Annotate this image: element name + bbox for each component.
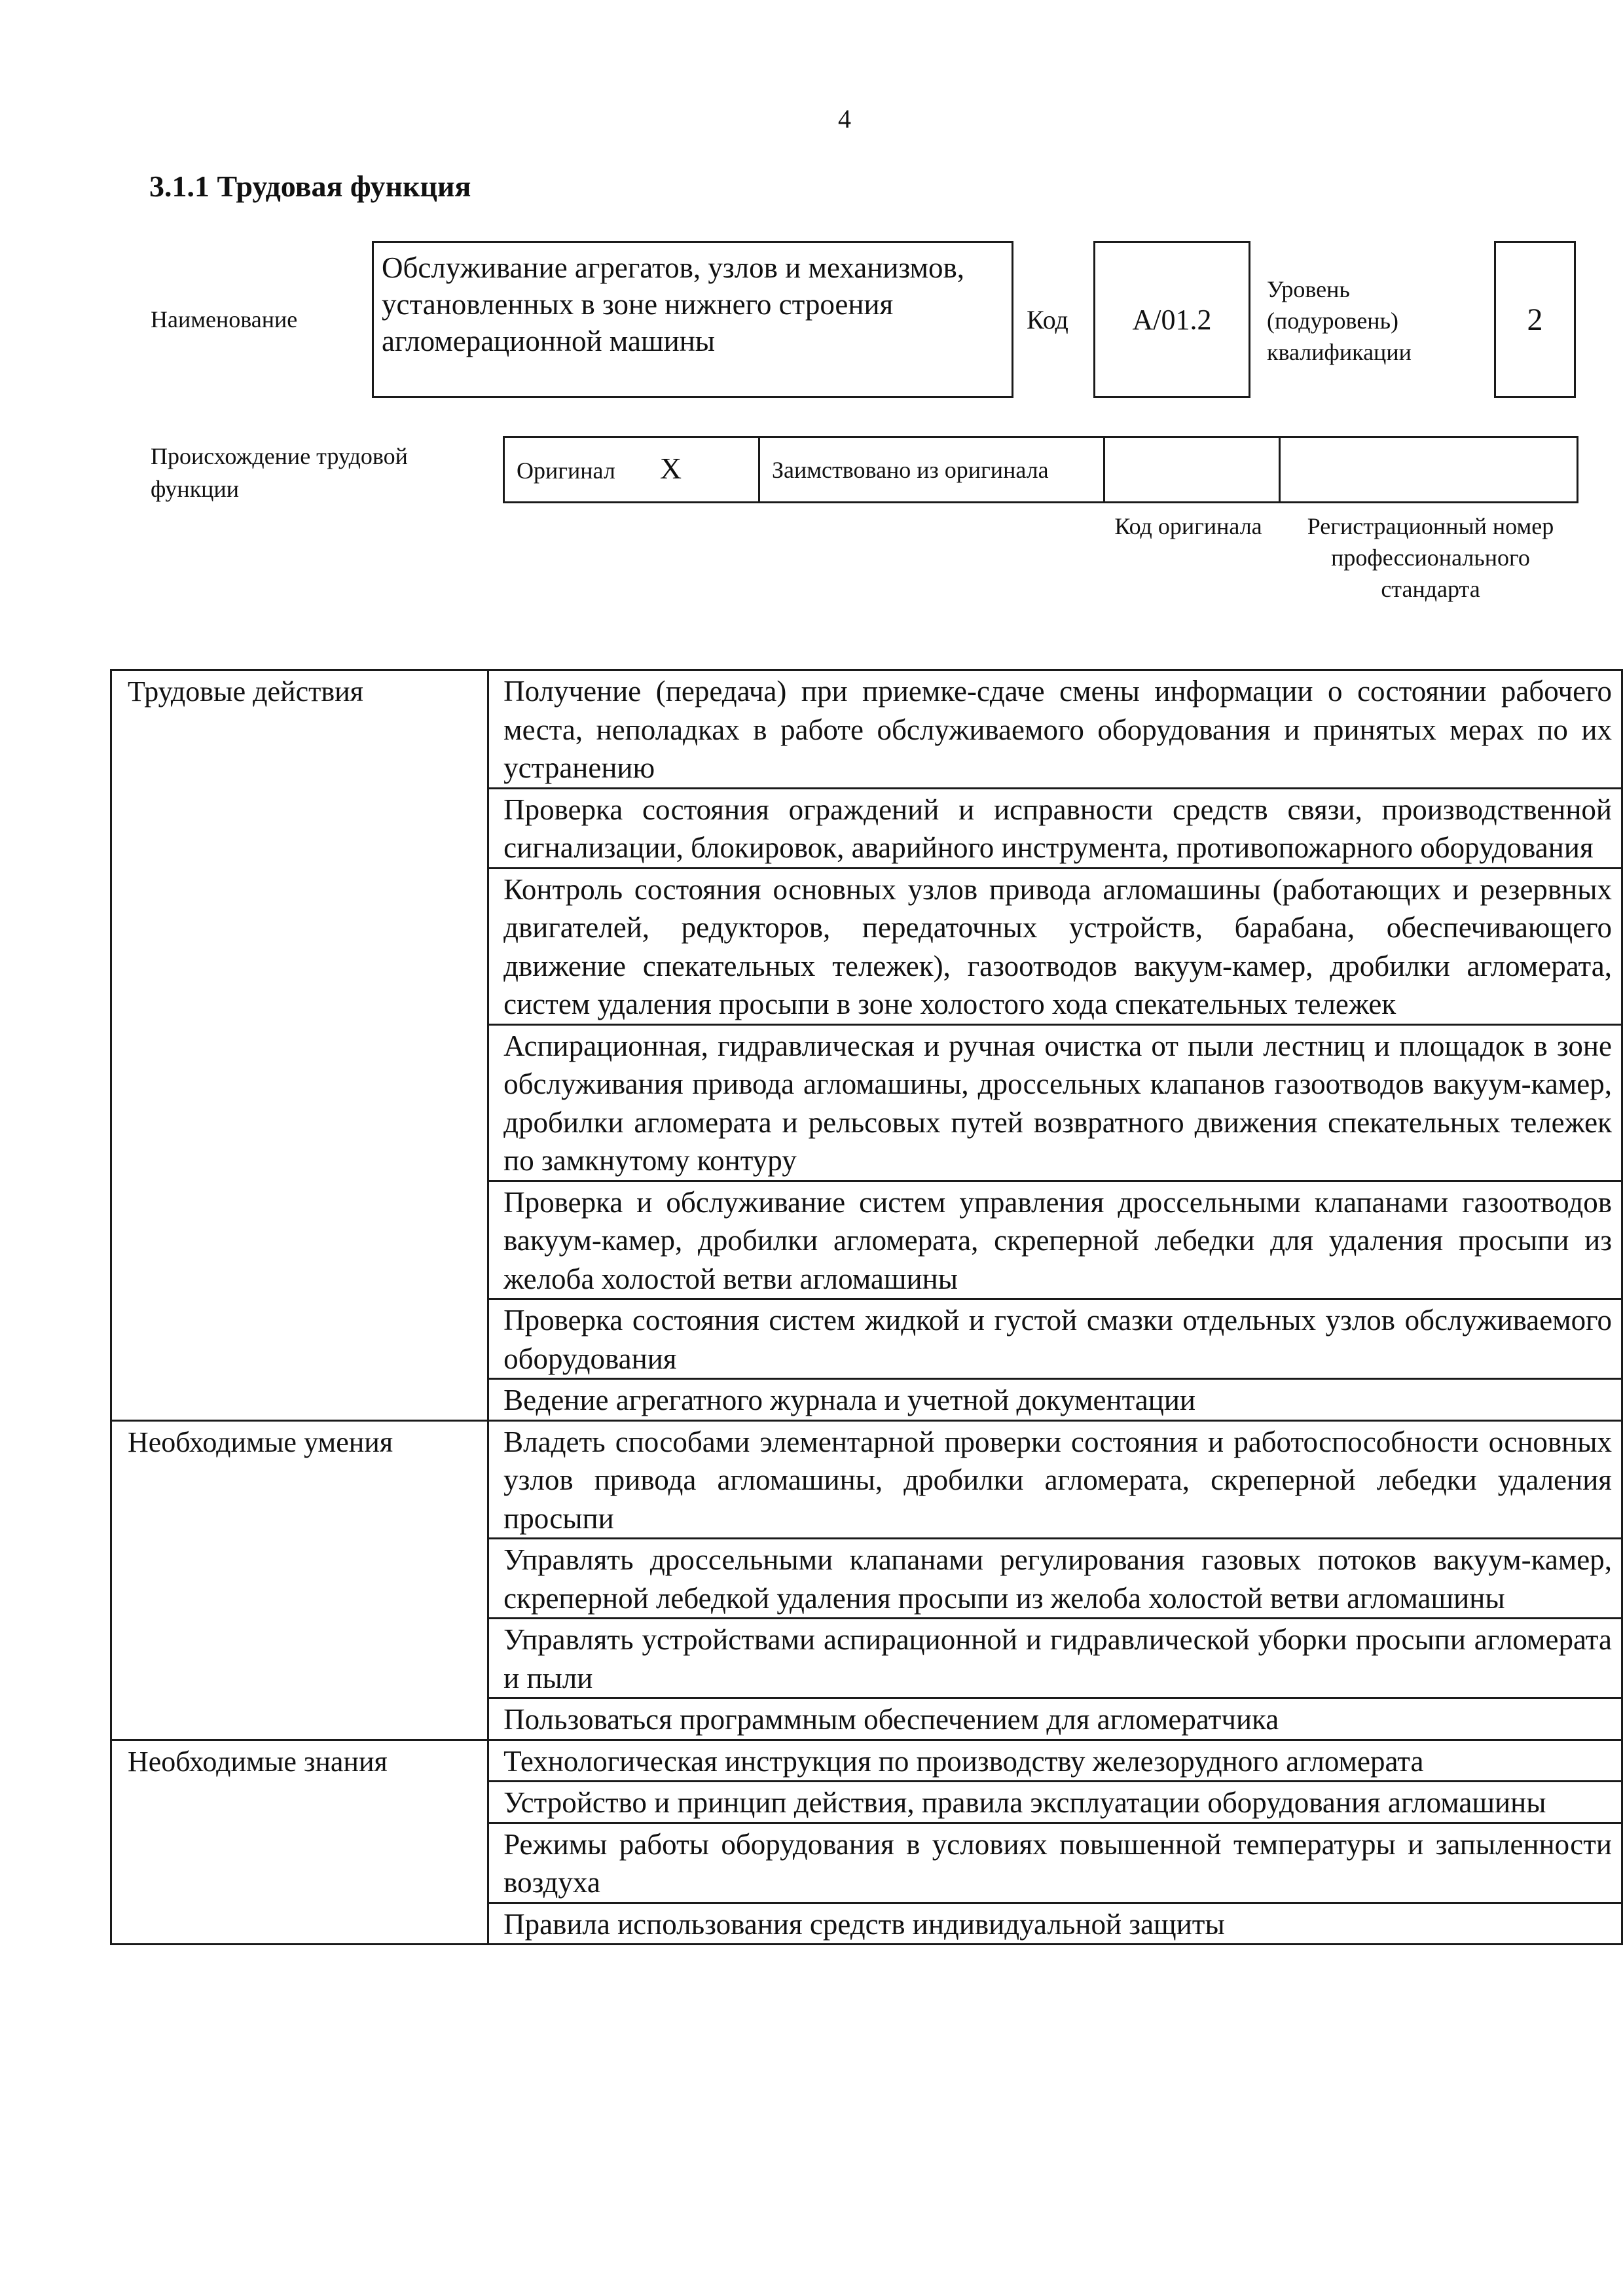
table-cell: Технологическая инструкция по производству железорудного агломерата xyxy=(488,1740,1622,1782)
section-title-work-actions: Трудовые действия xyxy=(111,670,488,1421)
origin-label: Происхождение трудовой функции xyxy=(151,443,408,502)
table-cell: Контроль состояния основных узлов привода агломашины (работающих и резервных двигателей, редукторов, передаточных устройств, барабана, обеспечивающего движение спекательных тележек), газоотводов вакуум-камер, дробилки агломерата, систем удаления просыпи в зоне холостого хода спекательных тележек xyxy=(488,868,1622,1024)
table-cell: Аспирационная, гидравлическая и ручная очистка от пыли лестниц и площадок в зоне обслуживания привода агломашины, дроссельных клапанов газоотводов вакуум-камер, дробилки агломерата и рельсовых путей возвратного движения спекательных тележек по замкнутому контуру xyxy=(488,1024,1622,1181)
level-value: 2 xyxy=(1527,302,1543,337)
original-code-cell xyxy=(1104,437,1280,503)
original-label: Оригинал xyxy=(517,457,615,484)
table-row xyxy=(111,670,1622,789)
name-label: Наименование xyxy=(151,306,298,332)
page-number: 4 xyxy=(838,104,851,134)
reg-number-caption: Регистрационный номер профессионального стандарта xyxy=(1307,513,1554,602)
level-field xyxy=(1494,241,1576,398)
code-field xyxy=(1093,241,1250,398)
table-cell: Управлять дроссельными клапанами регулирования газовых потоков вакуум-камер, скреперной лебедкой удаления просыпи из желоба холостой ветви агломашины xyxy=(488,1539,1622,1619)
reg-number-cell xyxy=(1280,437,1578,503)
table-row xyxy=(111,1420,1622,1539)
table-cell: Получение (передача) при приемке-сдаче смены информации о состоянии рабочего места, неполадках в работе обслуживаемого оборудования и принятых мерах по их устранению xyxy=(488,670,1622,789)
table-row xyxy=(111,1740,1622,1782)
section-title-knowledge: Необходимые знания xyxy=(111,1740,488,1945)
code-value: А/01.2 xyxy=(1132,303,1212,336)
origin-original-cell xyxy=(504,437,759,503)
level-label: Уровень (подуровень) квалификации xyxy=(1267,276,1412,365)
borrowed-label: Заимствовано из оригинала xyxy=(772,456,1049,483)
table-cell: Владеть способами элементарной проверки состояния и работоспособности основных узлов привода агломашины, дробилки агломерата, скреперной лебедки удаления просыпи xyxy=(488,1420,1622,1539)
table-cell: Проверка и обслуживание систем управления дроссельными клапанами газоотводов вакуум-камер, дробилки агломерата, скреперной лебедки для удаления просыпи из желоба холостой ветви агломашины xyxy=(488,1181,1622,1299)
table-cell: Пользоваться программным обеспечением для агломератчика xyxy=(488,1698,1622,1740)
section-title: 3.1.1 Трудовая функция xyxy=(149,170,471,203)
table-cell: Управлять устройствами аспирационной и гидравлической уборки просыпи агломерата и пыли xyxy=(488,1619,1622,1698)
table-cell: Проверка состояния систем жидкой и густой смазки отдельных узлов обслуживаемого оборудования xyxy=(488,1299,1622,1379)
main-table xyxy=(110,669,1623,1945)
table-cell: Проверка состояния ограждений и исправности средств связи, производственной сигнализации, блокировок, аварийного инструмента, противопожарного оборудования xyxy=(488,788,1622,868)
origin-borrowed-cell xyxy=(759,437,1104,503)
origin-table xyxy=(503,436,1578,503)
section-title-skills: Необходимые умения xyxy=(111,1420,488,1740)
table-cell: Устройство и принцип действия, правила эксплуатации оборудования агломашины xyxy=(488,1782,1622,1823)
original-mark: X xyxy=(659,452,682,485)
function-name-field: Обслуживание агрегатов, узлов и механизмов, установленных в зоне нижнего строения агломерационной машины xyxy=(372,241,1013,398)
code-label: Код xyxy=(1027,305,1068,334)
original-code-caption: Код оригинала xyxy=(1114,513,1262,539)
table-cell: Ведение агрегатного журнала и учетной документации xyxy=(488,1379,1622,1421)
table-cell: Правила использования средств индивидуальной защиты xyxy=(488,1903,1622,1945)
table-cell: Режимы работы оборудования в условиях повышенной температуры и запыленности воздуха xyxy=(488,1823,1622,1903)
